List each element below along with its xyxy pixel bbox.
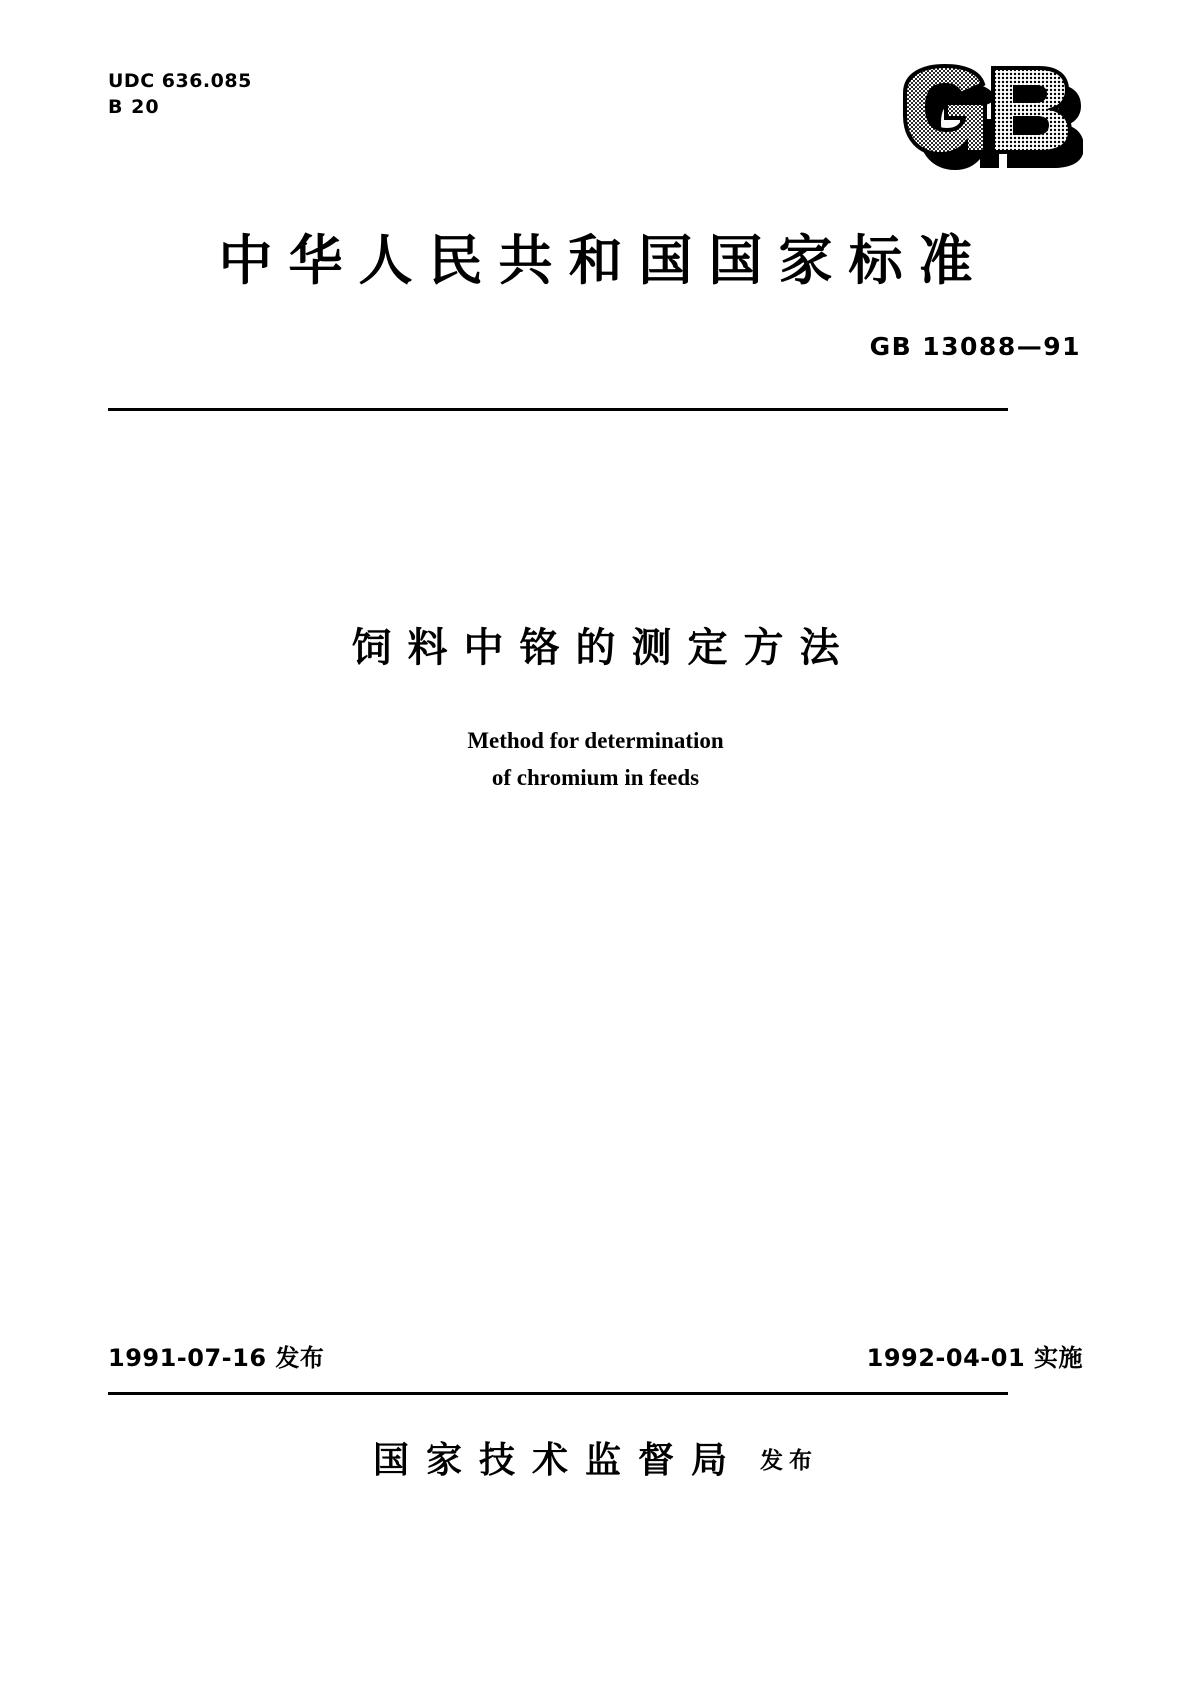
udc-classification (108, 68, 252, 120)
document-title-english-line2: of chromium in feeds (491, 765, 700, 790)
standard-code: 13088—91 (922, 332, 1081, 361)
divider-top (108, 408, 1008, 411)
document-title-english (0, 722, 1191, 796)
page-title: 中华人民共和国国家标准 (218, 229, 989, 292)
divider-bottom (108, 1392, 1008, 1395)
publisher-name: 国家技术监督局 (372, 1440, 744, 1481)
document-title-english-line1: Method for determination (467, 728, 724, 753)
publisher-verb: 发布 (760, 1448, 818, 1474)
publisher-block (0, 1432, 1191, 1483)
document-title-chinese: 饲料中铬的测定方法 (351, 625, 856, 671)
effective-date: 1992-04-01 实施 (866, 1344, 1083, 1372)
issue-date: 1991-07-16 发布 (108, 1344, 325, 1372)
gb-logo-icon (833, 60, 1083, 185)
standard-number (870, 332, 1081, 361)
udc-category: B 20 (108, 96, 160, 118)
udc-code: UDC 636.085 (108, 70, 252, 92)
standard-prefix: GB (869, 332, 913, 361)
